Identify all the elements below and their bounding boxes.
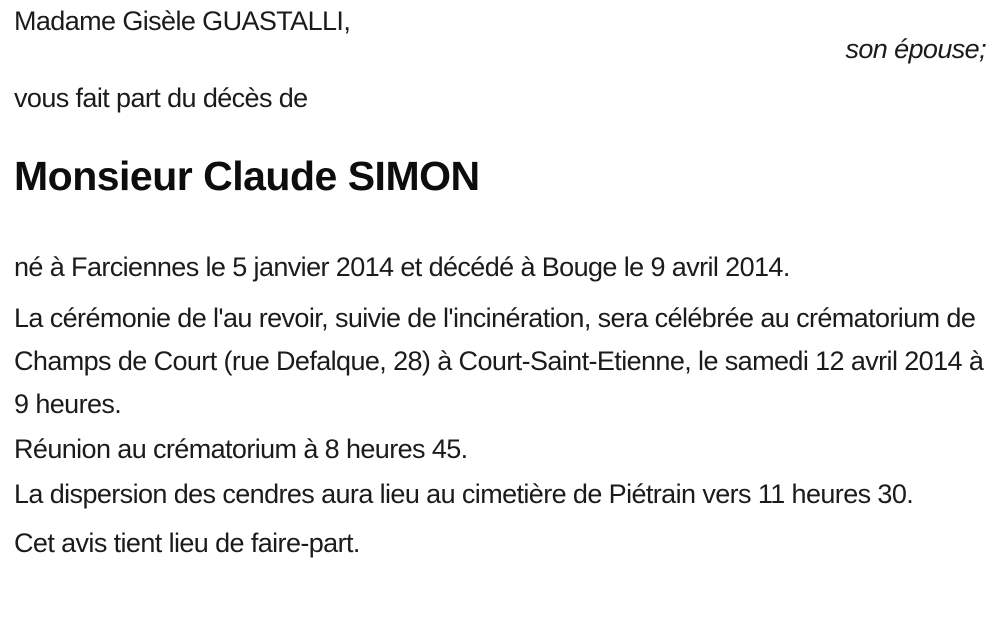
- relation-to-deceased: son épouse;: [845, 34, 986, 64]
- birth-death-dates: né à Farciennes le 5 janvier 2014 et décédé à Bouge le 9 avril 2014.: [14, 252, 790, 282]
- closing-statement: Cet avis tient lieu de faire-part.: [14, 528, 360, 558]
- ceremony-details: La cérémonie de l'au revoir, suivie de l'incinération, sera célébrée au crématorium de Champs de Court (rue Defalque, 28) à Court-Saint-Etienne, le samedi 12 avril 2014 à 9 heures.: [14, 303, 984, 419]
- announcement-intro: vous fait part du décès de: [14, 83, 308, 113]
- ashes-dispersion-details: La dispersion des cendres aura lieu au cimetière de Piétrain vers 11 heures 30.: [14, 479, 914, 509]
- meeting-time: Réunion au crématorium à 8 heures 45.: [14, 434, 468, 464]
- sender-name: Madame Gisèle GUASTALLI,: [14, 6, 351, 36]
- deceased-name-heading: Monsieur Claude SIMON: [14, 153, 480, 199]
